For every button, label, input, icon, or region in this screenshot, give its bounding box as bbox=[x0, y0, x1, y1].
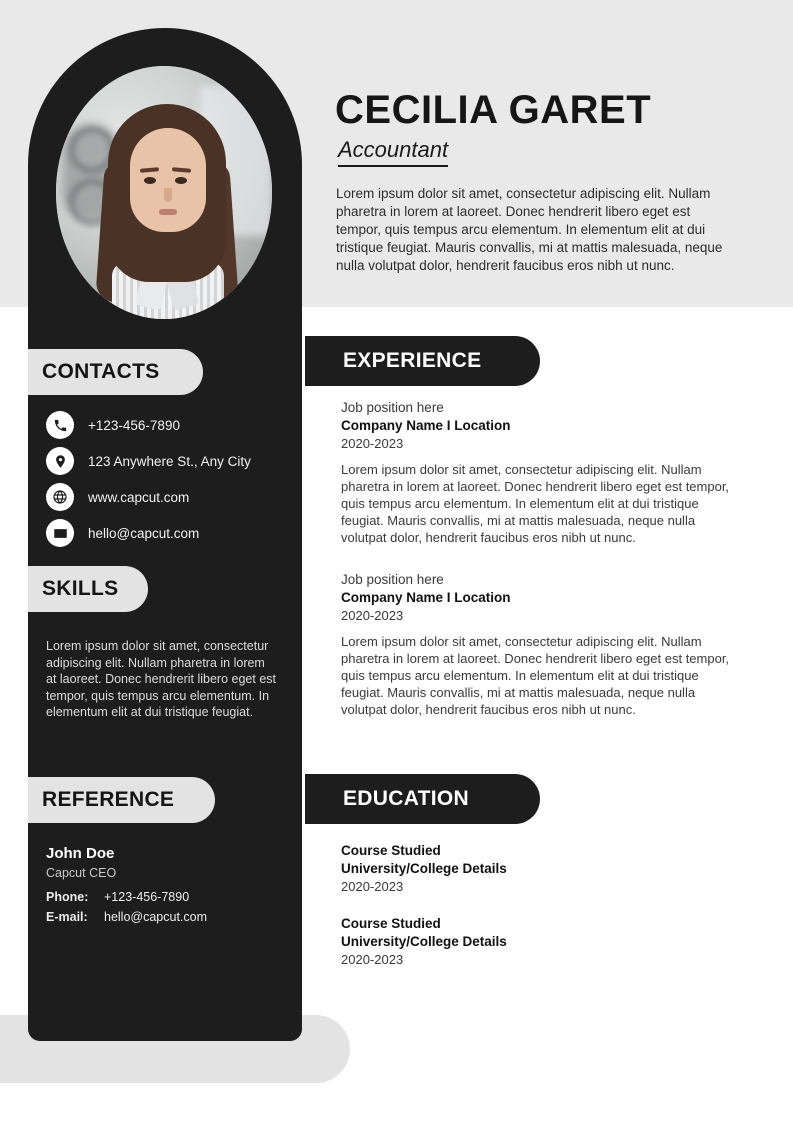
section-header-reference bbox=[28, 777, 215, 823]
education-title: EDUCATION bbox=[343, 787, 469, 810]
experience-item bbox=[341, 572, 741, 718]
phone-icon bbox=[46, 411, 74, 439]
contact-website-value: www.capcut.com bbox=[88, 489, 190, 505]
experience-description: Lorem ipsum dolor sit amet, consectetur adipiscing elit. Nullam pharetra in lorem at laoreet. Donec hendrerit libero eget est tempor, quis tempus arcu elementum. In elementum elit at dui tristique feugiat. Mauris convallis, mi at mattis malesuada, neque nulla volutpat dolor, hendrerit faucibus eros nibh ut nunc. bbox=[341, 462, 730, 545]
education-list bbox=[341, 843, 741, 989]
contact-item-phone[interactable] bbox=[46, 408, 296, 442]
contact-email-value: hello@capcut.com bbox=[88, 525, 200, 541]
education-dates: 2020-2023 bbox=[341, 879, 404, 894]
education-item bbox=[341, 843, 741, 894]
contacts-title: CONTACTS bbox=[42, 360, 160, 383]
reference-phone-row bbox=[46, 890, 286, 904]
section-header-skills bbox=[28, 566, 148, 612]
section-header-experience bbox=[305, 336, 540, 386]
experience-dates: 2020-2023 bbox=[341, 608, 404, 623]
education-course: Course Studied bbox=[341, 916, 441, 931]
job-role-subtitle: Accountant bbox=[338, 137, 448, 167]
photo-eye-right bbox=[175, 177, 187, 184]
experience-company: Company Name I Location bbox=[341, 418, 511, 433]
contact-phone-value: +123-456-7890 bbox=[88, 417, 180, 433]
education-course: Course Studied bbox=[341, 843, 441, 858]
experience-title: EXPERIENCE bbox=[343, 349, 482, 372]
experience-list bbox=[341, 400, 741, 744]
contact-item-website[interactable] bbox=[46, 480, 296, 514]
profile-summary: Lorem ipsum dolor sit amet, consectetur adipiscing elit. Nullam pharetra in lorem at laoreet. Donec hendrerit libero eget est tempor, quis tempus arcu elementum. In elementum elit at dui tristique feugiat. Mauris convallis, mi at mattis malesuada, neque nulla volutpat dolor, hendrerit faucibus eros nibh ut nunc. bbox=[336, 186, 723, 273]
location-pin-icon bbox=[46, 447, 74, 475]
reference-block bbox=[46, 845, 286, 930]
photo-face bbox=[130, 128, 206, 232]
contact-address-value: 123 Anywhere St., Any City bbox=[88, 453, 251, 469]
photo-nose bbox=[164, 188, 172, 202]
experience-item bbox=[341, 400, 741, 546]
section-header-education bbox=[305, 774, 540, 824]
photo-eye-left bbox=[144, 177, 156, 184]
globe-icon bbox=[46, 483, 74, 511]
reference-person-title: Capcut CEO bbox=[46, 866, 117, 880]
reference-email-value: hello@capcut.com bbox=[104, 910, 208, 924]
skills-description: Lorem ipsum dolor sit amet, consectetur adipiscing elit. Nullam pharetra in lorem at laoreet. Donec hendrerit libero eget est tempor, quis tempus arcu elementum. In elementum elit at dui tristique feugiat. bbox=[46, 639, 276, 719]
experience-company: Company Name I Location bbox=[341, 590, 511, 605]
page-title: CECILIA GARET bbox=[335, 88, 652, 132]
experience-description: Lorem ipsum dolor sit amet, consectetur adipiscing elit. Nullam pharetra in lorem at laoreet. Donec hendrerit libero eget est tempor, quis tempus arcu elementum. In elementum elit at dui tristique feugiat. Mauris convallis, mi at mattis malesuada, neque nulla volutpat dolor, hendrerit faucibus eros nibh ut nunc. bbox=[341, 634, 730, 717]
education-school: University/College Details bbox=[341, 934, 507, 949]
education-dates: 2020-2023 bbox=[341, 952, 404, 967]
reference-phone-label: Phone: bbox=[46, 890, 89, 904]
experience-dates: 2020-2023 bbox=[341, 436, 404, 451]
skills-title: SKILLS bbox=[42, 577, 119, 600]
experience-position: Job position here bbox=[341, 400, 444, 415]
reference-title: REFERENCE bbox=[42, 788, 175, 811]
experience-position: Job position here bbox=[341, 572, 444, 587]
reference-phone-value: +123-456-7890 bbox=[104, 890, 190, 904]
education-school: University/College Details bbox=[341, 861, 507, 876]
profile-photo bbox=[56, 66, 272, 319]
contact-item-email[interactable] bbox=[46, 516, 296, 550]
education-item bbox=[341, 916, 741, 967]
photo-mouth bbox=[159, 209, 177, 215]
section-header-contacts bbox=[28, 349, 203, 395]
envelope-icon bbox=[46, 519, 74, 547]
reference-email-row bbox=[46, 910, 286, 924]
contact-list bbox=[46, 408, 296, 552]
contact-item-address[interactable] bbox=[46, 444, 296, 478]
reference-email-label: E-mail: bbox=[46, 910, 88, 924]
reference-person-name: John Doe bbox=[46, 845, 115, 862]
